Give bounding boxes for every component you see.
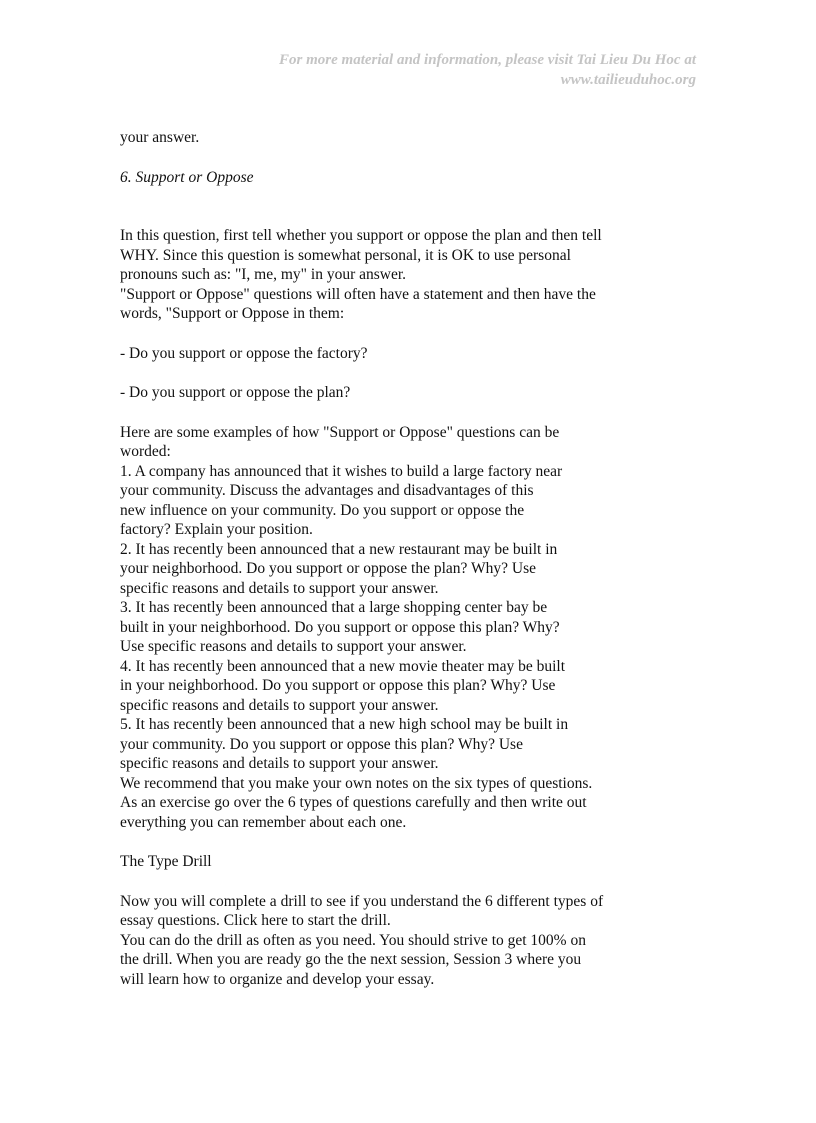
section-heading: 6. Support or Oppose xyxy=(120,168,254,186)
text-line: everything you can remember about each one. xyxy=(120,813,407,831)
text-line: words, "Support or Oppose in them: xyxy=(120,305,345,322)
text-line: You can do the drill as often as you need. You should strive to get 100% on xyxy=(120,931,586,949)
text-line: your neighborhood. Do you support or oppose the plan? Why? Use xyxy=(120,560,536,577)
text-line: factory? Explain your position. xyxy=(120,521,313,538)
header-website: www.tailieuduhoc.org xyxy=(560,72,696,88)
text-line: your community. Do you support or oppose this plan? Why? Use xyxy=(120,735,523,753)
text-line: "Support or Oppose" questions will often have a statement and then have the xyxy=(120,285,596,303)
drill-paragraph xyxy=(120,892,640,990)
text-line: 2. It has recently been announced that a new restaurant may be built in xyxy=(120,540,558,558)
text-line: 3. It has recently been announced that a large shopping center bay be xyxy=(120,599,548,616)
drill-heading: The Type Drill xyxy=(120,853,212,870)
continuation-text: your answer. xyxy=(120,129,200,146)
text-line: 5. It has recently been announced that a new high school may be built in xyxy=(120,716,569,733)
examples-paragraph xyxy=(120,423,640,833)
text-line: worded: xyxy=(120,443,171,460)
intro-paragraph xyxy=(120,226,640,324)
document-body xyxy=(120,128,640,989)
page-header xyxy=(279,50,696,90)
bullet-item: - Do you support or oppose the plan? xyxy=(120,384,351,401)
text-line: WHY. Since this question is somewhat personal, it is OK to use personal xyxy=(120,246,571,264)
text-line: specific reasons and details to support your answer. xyxy=(120,696,439,714)
text-line: Here are some examples of how "Support or Oppose" questions can be xyxy=(120,423,560,441)
text-line: In this question, first tell whether you support or oppose the plan and then tell xyxy=(120,227,602,244)
text-line: We recommend that you make your own notes on the six types of questions. xyxy=(120,774,593,792)
text-line: new influence on your community. Do you support or oppose the xyxy=(120,501,525,519)
text-line: your community. Discuss the advantages and disadvantages of this xyxy=(120,482,534,499)
bullet-item: - Do you support or oppose the factory? xyxy=(120,344,368,362)
text-line: in your neighborhood. Do you support or oppose this plan? Why? Use xyxy=(120,677,556,694)
header-line-1: For more material and information, please visit Tai Lieu Du Hoc at xyxy=(279,52,696,68)
text-line: 1. A company has announced that it wishes to build a large factory near xyxy=(120,462,563,480)
text-line: As an exercise go over the 6 types of questions carefully and then write out xyxy=(120,794,587,811)
text-line: built in your neighborhood. Do you support or oppose this plan? Why? xyxy=(120,618,560,636)
text-line: Use specific reasons and details to support your answer. xyxy=(120,638,467,655)
text-line: will learn how to organize and develop your essay. xyxy=(120,970,435,988)
text-line: essay questions. Click here to start the drill. xyxy=(120,912,391,929)
text-line: specific reasons and details to support your answer. xyxy=(120,755,439,772)
text-line: the drill. When you are ready go the the next session, Session 3 where you xyxy=(120,951,582,968)
text-line: Now you will complete a drill to see if you understand the 6 different types of xyxy=(120,892,604,910)
text-line: pronouns such as: "I, me, my" in your answer. xyxy=(120,266,407,283)
text-line: specific reasons and details to support your answer. xyxy=(120,579,439,597)
text-line: 4. It has recently been announced that a new movie theater may be built xyxy=(120,657,566,675)
